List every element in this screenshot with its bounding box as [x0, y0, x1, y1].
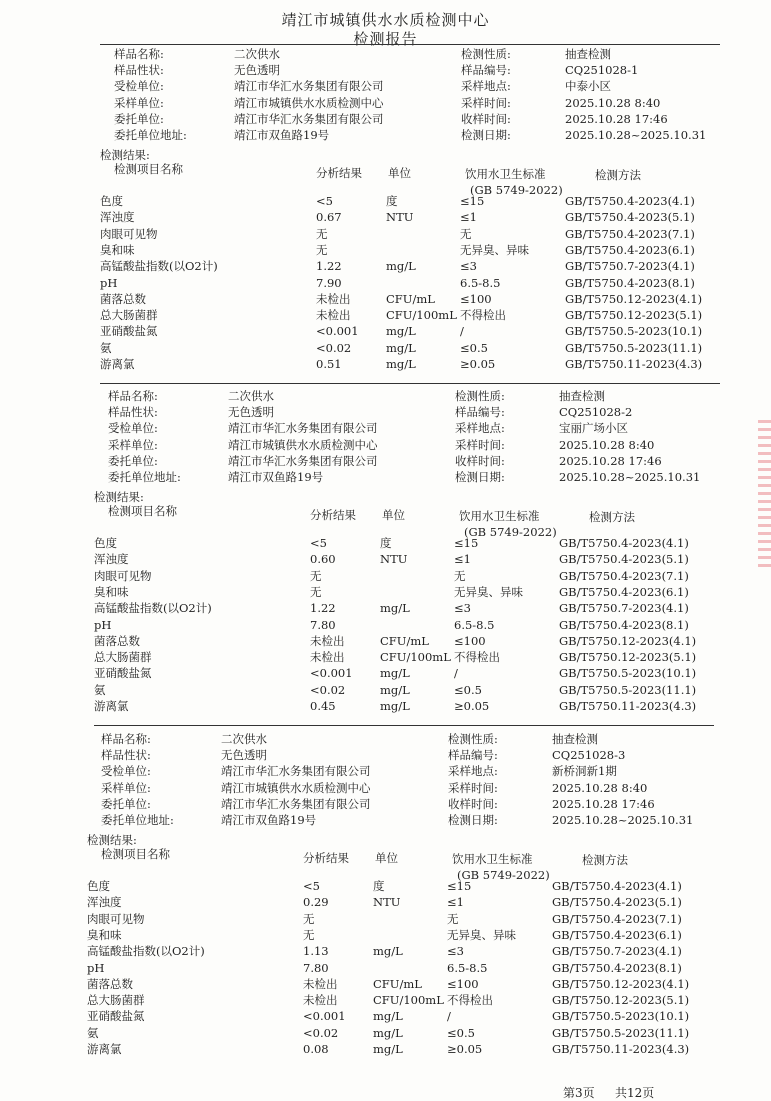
cell-result: 0.60 [310, 552, 336, 567]
cell-unit: CFU/mL [380, 633, 429, 648]
value-inspected-unit: 靖江市华汇水务集团有限公司 [228, 421, 378, 436]
table-row [94, 601, 714, 616]
label-sampling-time: 采样时间: [455, 437, 505, 452]
cell-standard: ≥0.05 [454, 699, 490, 713]
cell-unit: mg/L [386, 259, 416, 274]
cell-result: <5 [303, 879, 320, 893]
sample-block-3 [87, 729, 707, 1069]
page-total: 共12页 [615, 1086, 655, 1100]
cell-item-name: 亚硝酸盐氮 [94, 666, 152, 681]
value-sampling-site: 宝丽广场小区 [559, 421, 628, 436]
col-header-item: 检测项目名称 [114, 162, 183, 176]
label-sample-state: 样品性状: [108, 405, 158, 420]
cell-result: 未检出 [310, 650, 345, 665]
label-client-address: 委托单位地址: [114, 128, 187, 142]
cell-result: 无 [303, 911, 315, 926]
cell-unit: 度 [373, 879, 385, 893]
cell-unit: 度 [380, 536, 392, 550]
cell-result: 无 [310, 568, 322, 583]
cell-result: 1.22 [316, 259, 342, 274]
table-row [94, 650, 714, 665]
label-sampling-time: 采样时间: [448, 780, 498, 795]
table-row [94, 618, 714, 633]
cell-method: GB/T5750.5-2023(11.1) [565, 340, 703, 355]
cell-result: <0.001 [316, 324, 359, 339]
cell-item-name: 氨 [100, 340, 112, 355]
cell-standard: ≥0.05 [460, 357, 496, 371]
cell-result: <0.001 [303, 1009, 346, 1024]
cell-method: GB/T5750.4-2023(5.1) [552, 895, 682, 910]
label-sampling-time: 采样时间: [461, 95, 511, 110]
cell-standard: 无异臭、异味 [447, 927, 516, 942]
cell-item-name: 臭和味 [100, 242, 135, 257]
value-client-address: 靖江市双鱼路19号 [234, 128, 330, 142]
table-row [87, 977, 707, 992]
cell-unit: CFU/100mL [373, 993, 444, 1008]
cell-standard: ≤100 [447, 976, 479, 991]
sample-block-2 [94, 386, 714, 726]
cell-unit: mg/L [373, 1042, 403, 1056]
col-header-unit: 单位 [382, 508, 405, 522]
col-header-standard: 饮用水卫生标准 [465, 167, 546, 181]
cell-method: GB/T5750.11-2023(4.3) [565, 357, 703, 371]
cell-standard: 无 [447, 911, 459, 926]
stamp-edge [758, 420, 771, 570]
value-sample-state: 无色透明 [221, 748, 267, 763]
cell-method: GB/T5750.4-2023(7.1) [552, 911, 682, 926]
value-sampling-time: 2025.10.28 8:40 [559, 437, 655, 452]
label-test-nature: 检测性质: [461, 47, 511, 61]
value-receive-time: 2025.10.28 17:46 [565, 111, 668, 126]
cell-item-name: 肉眼可见物 [94, 568, 152, 583]
label-test-nature: 检测性质: [448, 732, 498, 746]
cell-unit: mg/L [386, 340, 416, 355]
value-sample-no: CQ251028-3 [552, 748, 626, 763]
cell-unit: mg/L [380, 699, 410, 713]
label-sample-no: 样品编号: [448, 748, 498, 763]
cell-standard: ≤1 [447, 895, 464, 910]
cell-item-name: 色度 [87, 879, 110, 893]
value-client-address: 靖江市双鱼路19号 [228, 470, 324, 484]
table-row [94, 585, 714, 600]
cell-standard: ≤15 [454, 536, 479, 550]
cell-result: <0.02 [303, 1025, 339, 1040]
label-receive-time: 收样时间: [448, 796, 498, 811]
cell-item-name: 臭和味 [87, 927, 122, 942]
col-header-standard-code: (GB 5749-2022) [464, 525, 557, 539]
cell-standard: 不得检出 [460, 308, 506, 323]
cell-unit: CFU/100mL [386, 308, 457, 323]
value-test-date: 2025.10.28~2025.10.31 [559, 470, 701, 484]
cell-standard: ≤15 [460, 194, 485, 208]
col-header-standard: 饮用水卫生标准 [452, 852, 533, 866]
label-test-nature: 检测性质: [455, 389, 505, 403]
cell-item-name: pH [87, 960, 105, 975]
label-receive-time: 收样时间: [455, 453, 505, 468]
cell-method: GB/T5750.4-2023(7.1) [559, 568, 689, 583]
col-header-method: 检测方法 [595, 168, 641, 182]
cell-standard: ≤100 [460, 291, 492, 306]
table-row [100, 259, 720, 274]
table-row [87, 912, 707, 927]
cell-unit: mg/L [380, 666, 410, 681]
cell-standard: ≤100 [454, 633, 486, 648]
cell-method: GB/T5750.4-2023(5.1) [559, 552, 689, 567]
value-sample-no: CQ251028-2 [559, 405, 633, 420]
table-row [87, 1009, 707, 1024]
value-sampling-unit: 靖江市城镇供水水质检测中心 [228, 437, 378, 452]
cell-method: GB/T5750.4-2023(7.1) [565, 226, 695, 241]
cell-standard: ≤0.5 [447, 1025, 475, 1040]
cell-unit: mg/L [386, 324, 416, 339]
value-inspected-unit: 靖江市华汇水务集团有限公司 [221, 764, 371, 779]
table-row [87, 928, 707, 943]
cell-item-name: pH [94, 617, 112, 632]
cell-item-name: 亚硝酸盐氮 [87, 1009, 145, 1024]
col-header-result: 分析结果 [316, 166, 362, 180]
cell-method: GB/T5750.4-2023(4.1) [552, 879, 682, 893]
table-row [87, 895, 707, 910]
cell-method: GB/T5750.5-2023(10.1) [552, 1009, 690, 1024]
value-sample-no: CQ251028-1 [565, 63, 639, 78]
label-results: 检测结果: [100, 148, 150, 162]
label-sample-state: 样品性状: [114, 63, 164, 78]
label-client-unit: 委托单位: [101, 796, 151, 811]
cell-standard: ≤1 [454, 552, 471, 567]
value-client-unit: 靖江市华汇水务集团有限公司 [221, 796, 371, 811]
label-sample-name: 样品名称: [108, 389, 158, 403]
cell-standard: ≥0.05 [447, 1042, 483, 1056]
cell-item-name: 肉眼可见物 [100, 226, 158, 241]
cell-method: GB/T5750.12-2023(5.1) [565, 308, 703, 323]
table-row [100, 276, 720, 291]
cell-standard: ≤1 [460, 210, 477, 225]
cell-item-name: 氨 [87, 1025, 99, 1040]
cell-item-name: 色度 [100, 194, 123, 208]
col-header-result: 分析结果 [303, 851, 349, 865]
cell-result: 未检出 [310, 633, 345, 648]
table-row [94, 552, 714, 567]
label-test-date: 检测日期: [455, 470, 505, 484]
table-row [87, 944, 707, 959]
label-client-unit: 委托单位: [114, 111, 164, 126]
label-results: 检测结果: [94, 490, 144, 504]
cell-result: 7.80 [310, 617, 336, 632]
label-inspected-unit: 受检单位: [114, 79, 164, 94]
value-sampling-site: 中泰小区 [565, 79, 611, 94]
cell-unit: mg/L [386, 357, 416, 371]
cell-unit: NTU [386, 210, 414, 225]
cell-item-name: 肉眼可见物 [87, 911, 145, 926]
value-inspected-unit: 靖江市华汇水务集团有限公司 [234, 79, 384, 94]
cell-unit: CFU/100mL [380, 650, 451, 665]
cell-method: GB/T5750.7-2023(4.1) [559, 601, 689, 616]
table-row [100, 357, 720, 372]
cell-item-name: 浑浊度 [100, 210, 135, 225]
value-sampling-unit: 靖江市城镇供水水质检测中心 [234, 95, 384, 110]
label-inspected-unit: 受检单位: [101, 764, 151, 779]
cell-standard: ≤3 [447, 944, 464, 959]
value-sample-state: 无色透明 [228, 405, 274, 420]
cell-result: 1.22 [310, 601, 336, 616]
cell-result: 0.51 [316, 357, 342, 371]
cell-unit: mg/L [373, 1009, 403, 1024]
cell-method: GB/T5750.4-2023(6.1) [559, 584, 689, 599]
cell-item-name: 氨 [94, 682, 106, 697]
table-row [94, 683, 714, 698]
cell-item-name: 浑浊度 [94, 552, 129, 567]
cell-method: GB/T5750.7-2023(4.1) [565, 259, 695, 274]
cell-method: GB/T5750.4-2023(6.1) [552, 927, 682, 942]
value-client-address: 靖江市双鱼路19号 [221, 813, 317, 827]
label-sample-no: 样品编号: [455, 405, 505, 420]
cell-item-name: 游离氯 [87, 1042, 122, 1056]
table-row [94, 634, 714, 649]
col-header-standard: 饮用水卫生标准 [459, 509, 540, 523]
cell-standard: / [454, 666, 458, 681]
cell-standard: 6.5-8.5 [454, 617, 495, 632]
table-row [87, 1026, 707, 1041]
cell-standard: ≤3 [454, 601, 471, 616]
cell-method: GB/T5750.4-2023(8.1) [559, 617, 689, 632]
cell-item-name: 高锰酸盐指数(以O2计) [87, 944, 205, 959]
cell-method: GB/T5750.4-2023(4.1) [559, 536, 689, 550]
cell-result: 0.67 [316, 210, 342, 225]
cell-result: 未检出 [303, 993, 338, 1008]
label-sample-state: 样品性状: [101, 748, 151, 763]
cell-item-name: 亚硝酸盐氮 [100, 324, 158, 339]
cell-method: GB/T5750.12-2023(4.1) [552, 976, 690, 991]
cell-item-name: 游离氯 [100, 357, 135, 371]
cell-standard: / [460, 324, 464, 339]
value-sample-name: 二次供水 [228, 389, 274, 403]
label-test-date: 检测日期: [461, 128, 511, 142]
col-header-method: 检测方法 [589, 510, 635, 524]
cell-result: <5 [310, 536, 327, 550]
col-header-result: 分析结果 [310, 508, 356, 522]
cell-standard: ≤0.5 [460, 340, 488, 355]
table-row [87, 1042, 707, 1057]
cell-method: GB/T5750.5-2023(11.1) [552, 1025, 690, 1040]
value-sampling-time: 2025.10.28 8:40 [552, 780, 648, 795]
value-client-unit: 靖江市华汇水务集团有限公司 [234, 111, 384, 126]
table-row [94, 569, 714, 584]
cell-method: GB/T5750.5-2023(10.1) [559, 666, 697, 681]
cell-item-name: 菌落总数 [94, 633, 140, 648]
value-client-unit: 靖江市华汇水务集团有限公司 [228, 453, 378, 468]
table-row [100, 194, 720, 209]
table-row [100, 308, 720, 323]
table-row [87, 879, 707, 894]
cell-standard: 6.5-8.5 [460, 275, 501, 290]
value-sampling-time: 2025.10.28 8:40 [565, 95, 661, 110]
cell-method: GB/T5750.12-2023(5.1) [552, 993, 690, 1008]
report-org-title: 靖江市城镇供水水质检测中心 [281, 11, 490, 29]
cell-standard: 无异臭、异味 [454, 584, 523, 599]
cell-method: GB/T5750.4-2023(8.1) [565, 275, 695, 290]
cell-standard: 不得检出 [447, 993, 493, 1008]
table-row [87, 961, 707, 976]
cell-standard: / [447, 1009, 451, 1024]
value-test-date: 2025.10.28~2025.10.31 [565, 128, 707, 142]
cell-method: GB/T5750.11-2023(4.3) [559, 699, 697, 713]
cell-result: 无 [316, 242, 328, 257]
cell-result: 未检出 [316, 291, 351, 306]
value-sampling-unit: 靖江市城镇供水水质检测中心 [221, 780, 371, 795]
cell-method: GB/T5750.4-2023(8.1) [552, 960, 682, 975]
cell-unit: mg/L [373, 944, 403, 959]
label-receive-time: 收样时间: [461, 111, 511, 126]
cell-result: 0.45 [310, 699, 336, 713]
cell-standard: ≤3 [460, 259, 477, 274]
label-sample-name: 样品名称: [101, 732, 151, 746]
cell-item-name: 游离氯 [94, 699, 129, 713]
cell-result: 0.29 [303, 895, 329, 910]
label-client-address: 委托单位地址: [101, 813, 174, 827]
cell-item-name: 浑浊度 [87, 895, 122, 910]
cell-item-name: 高锰酸盐指数(以O2计) [94, 601, 212, 616]
label-sample-no: 样品编号: [461, 63, 511, 78]
table-row [100, 324, 720, 339]
col-header-method: 检测方法 [582, 853, 628, 867]
cell-method: GB/T5750.12-2023(5.1) [559, 650, 697, 665]
cell-unit: mg/L [380, 682, 410, 697]
cell-result: 无 [310, 584, 322, 599]
cell-unit: mg/L [380, 601, 410, 616]
cell-result: 0.08 [303, 1042, 329, 1056]
cell-standard: 不得检出 [454, 650, 500, 665]
value-receive-time: 2025.10.28 17:46 [552, 796, 655, 811]
cell-method: GB/T5750.12-2023(4.1) [559, 633, 697, 648]
table-row [94, 666, 714, 681]
value-sample-state: 无色透明 [234, 63, 280, 78]
value-receive-time: 2025.10.28 17:46 [559, 453, 662, 468]
table-row [100, 341, 720, 356]
cell-method: GB/T5750.5-2023(11.1) [559, 682, 697, 697]
label-inspected-unit: 受检单位: [108, 421, 158, 436]
cell-result: 未检出 [303, 976, 338, 991]
cell-unit: NTU [380, 552, 408, 567]
cell-method: GB/T5750.12-2023(4.1) [565, 291, 703, 306]
cell-item-name: 臭和味 [94, 584, 129, 599]
cell-unit: 度 [386, 194, 398, 208]
cell-result: 7.80 [303, 960, 329, 975]
cell-standard: 无异臭、异味 [460, 242, 529, 257]
cell-unit: mg/L [373, 1025, 403, 1040]
cell-result: 无 [316, 226, 328, 241]
cell-method: GB/T5750.7-2023(4.1) [552, 944, 682, 959]
label-results: 检测结果: [87, 833, 137, 847]
cell-item-name: 总大肠菌群 [100, 308, 158, 323]
cell-standard: ≤0.5 [454, 682, 482, 697]
label-sampling-unit: 采样单位: [101, 780, 151, 795]
label-sample-name: 样品名称: [114, 47, 164, 61]
label-sampling-site: 采样地点: [448, 764, 498, 779]
table-row [94, 536, 714, 551]
col-header-unit: 单位 [375, 851, 398, 865]
cell-result: 无 [303, 927, 315, 942]
cell-unit: CFU/mL [373, 976, 422, 991]
table-row [100, 227, 720, 242]
label-client-unit: 委托单位: [108, 453, 158, 468]
page-number: 第3页 [563, 1086, 595, 1100]
cell-item-name: pH [100, 275, 118, 290]
label-client-address: 委托单位地址: [108, 470, 181, 484]
cell-item-name: 总大肠菌群 [87, 993, 145, 1008]
cell-standard: 6.5-8.5 [447, 960, 488, 975]
table-row [100, 243, 720, 258]
cell-result: <0.02 [316, 340, 352, 355]
label-sampling-site: 采样地点: [461, 79, 511, 94]
cell-method: GB/T5750.4-2023(4.1) [565, 194, 695, 208]
cell-item-name: 色度 [94, 536, 117, 550]
cell-item-name: 菌落总数 [100, 291, 146, 306]
value-sampling-site: 新桥洞新1期 [552, 764, 617, 779]
cell-result: 7.90 [316, 275, 342, 290]
cell-item-name: 总大肠菌群 [94, 650, 152, 665]
cell-item-name: 菌落总数 [87, 976, 133, 991]
col-header-standard-code: (GB 5749-2022) [457, 868, 550, 882]
col-header-item: 检测项目名称 [101, 847, 170, 861]
cell-method: GB/T5750.5-2023(10.1) [565, 324, 703, 339]
col-header-item: 检测项目名称 [108, 504, 177, 518]
cell-standard: ≤15 [447, 879, 472, 893]
sample-block-1 [100, 44, 720, 384]
cell-result: <0.02 [310, 682, 346, 697]
label-test-date: 检测日期: [448, 813, 498, 827]
table-row [87, 993, 707, 1008]
cell-method: GB/T5750.11-2023(4.3) [552, 1042, 690, 1056]
cell-item-name: 高锰酸盐指数(以O2计) [100, 259, 218, 274]
value-test-nature: 抽查检测 [559, 389, 605, 403]
cell-result: 未检出 [316, 308, 351, 323]
cell-unit: CFU/mL [386, 291, 435, 306]
cell-result: 1.13 [303, 944, 329, 959]
label-sampling-unit: 采样单位: [114, 95, 164, 110]
cell-result: <0.001 [310, 666, 353, 681]
value-test-nature: 抽查检测 [565, 47, 611, 61]
value-test-nature: 抽查检测 [552, 732, 598, 746]
cell-method: GB/T5750.4-2023(5.1) [565, 210, 695, 225]
table-row [100, 292, 720, 307]
report-title: 检测报告 [353, 30, 418, 48]
value-sample-name: 二次供水 [221, 732, 267, 746]
cell-result: <5 [316, 194, 333, 208]
col-header-unit: 单位 [388, 166, 411, 180]
value-test-date: 2025.10.28~2025.10.31 [552, 813, 694, 827]
col-header-standard-code: (GB 5749-2022) [470, 183, 563, 197]
label-sampling-unit: 采样单位: [108, 437, 158, 452]
cell-method: GB/T5750.4-2023(6.1) [565, 242, 695, 257]
table-row [100, 210, 720, 225]
cell-standard: 无 [460, 226, 472, 241]
label-sampling-site: 采样地点: [455, 421, 505, 436]
table-row [94, 699, 714, 714]
cell-standard: 无 [454, 568, 466, 583]
cell-unit: NTU [373, 895, 401, 910]
value-sample-name: 二次供水 [234, 47, 280, 61]
